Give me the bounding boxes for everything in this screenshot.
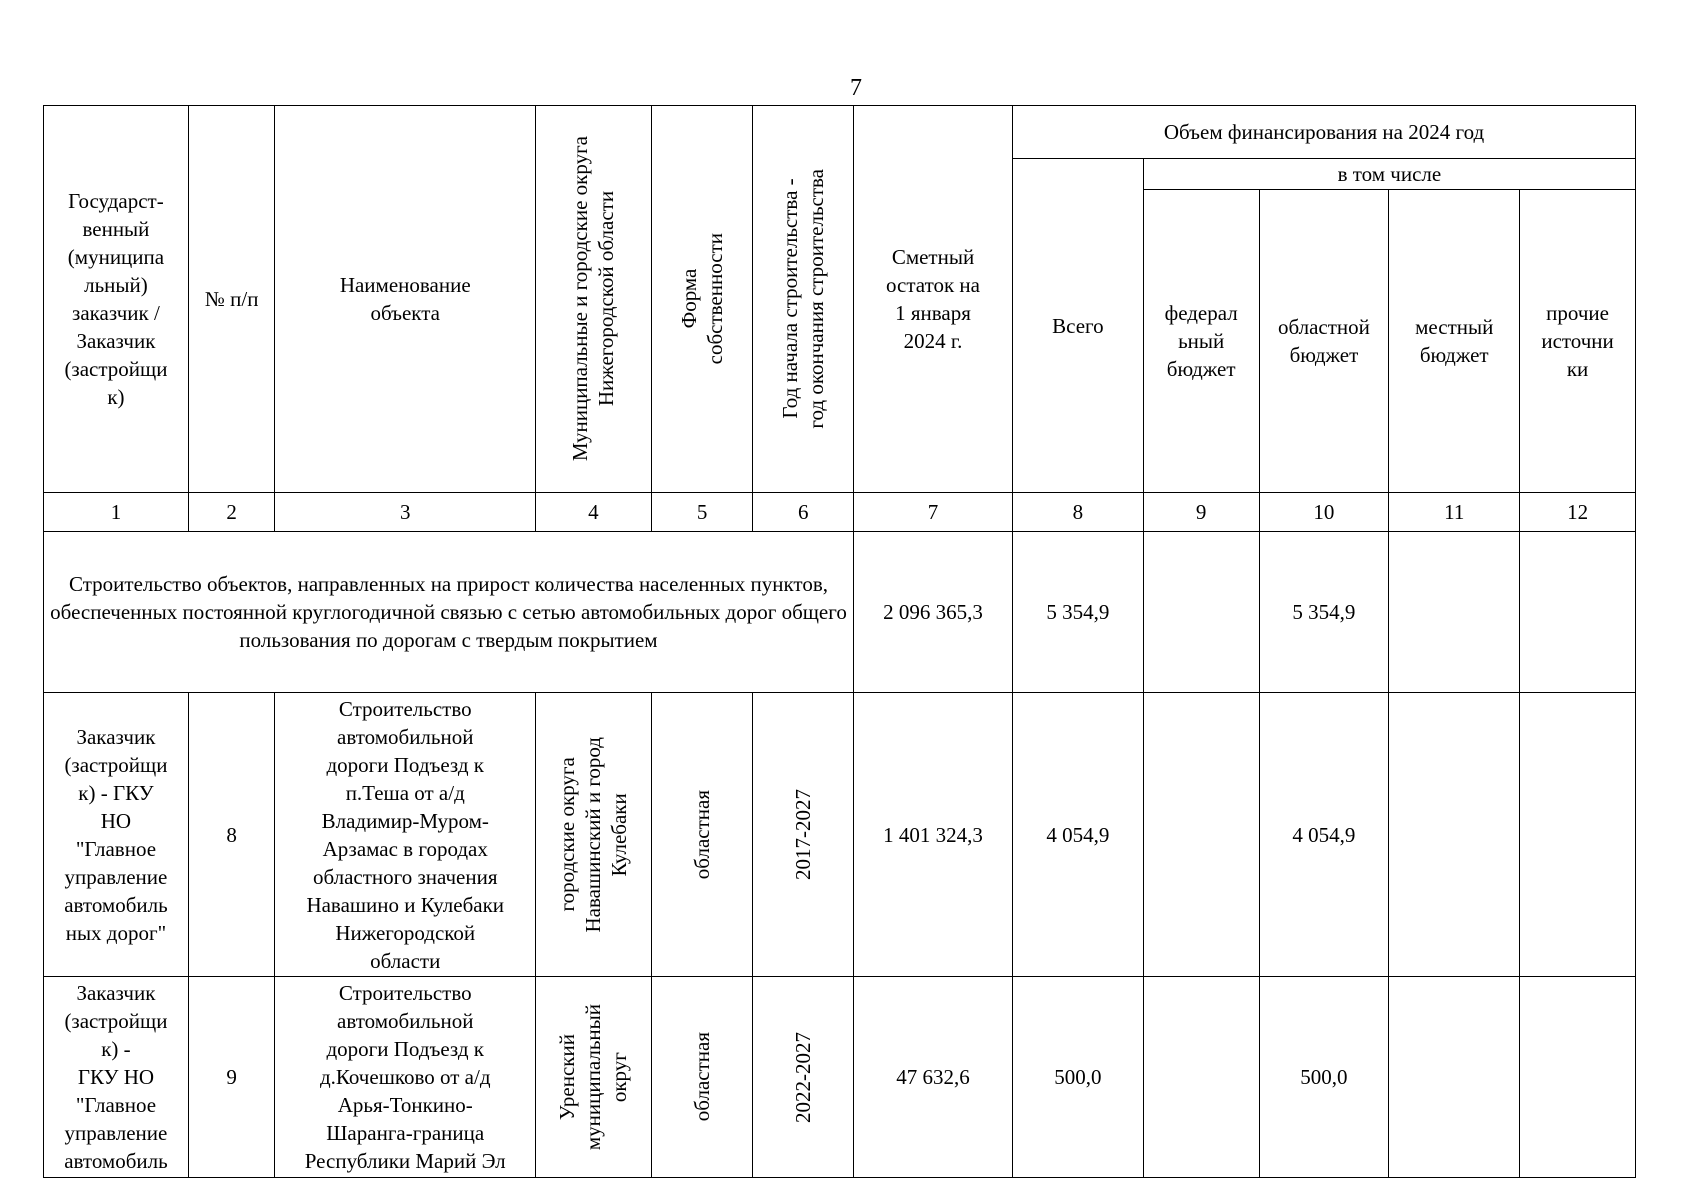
header-including: в том числе <box>1143 159 1635 190</box>
column-number: 4 <box>536 493 652 532</box>
header-years-label: Год начала строительства - год окончания строительства <box>778 169 829 429</box>
header-ownership-label: Форма собственности <box>677 233 728 365</box>
row-ownership <box>651 977 753 1178</box>
row-ownership <box>651 693 753 977</box>
section-title: Строительство объектов, направленных на прирост количества населенных пунктов, обеспеченных постоянной круглогодичной связью с сетью автомобильных дорог общего пользования по дорогам с твердым покрытием <box>44 532 854 693</box>
column-number: 5 <box>651 493 753 532</box>
column-number: 1 <box>44 493 189 532</box>
column-number: 9 <box>1143 493 1259 532</box>
table-row <box>44 693 1636 977</box>
row-local <box>1389 977 1520 1178</box>
row-other <box>1520 977 1636 1178</box>
page-number: 7 <box>850 75 862 101</box>
row-years <box>753 693 854 977</box>
row-federal <box>1143 977 1259 1178</box>
header-years <box>753 106 854 493</box>
header-number: № п/п <box>188 106 275 493</box>
column-number: 6 <box>753 493 854 532</box>
column-number: 2 <box>188 493 275 532</box>
row-other <box>1520 693 1636 977</box>
row-years-label: 2017-2027 <box>791 789 816 880</box>
header-estimate-balance: Сметный остаток на 1 января 2024 г. <box>854 106 1013 493</box>
header-other: прочие источни ки <box>1520 190 1636 493</box>
row-number: 9 <box>188 977 275 1178</box>
section-total: 5 354,9 <box>1013 532 1144 693</box>
column-number: 12 <box>1520 493 1636 532</box>
section-local <box>1389 532 1520 693</box>
header-federal: федерал ьный бюджет <box>1143 190 1259 493</box>
row-local <box>1389 693 1520 977</box>
header-regional: областной бюджет <box>1259 190 1389 493</box>
row-regional: 500,0 <box>1259 977 1389 1178</box>
row-federal <box>1143 693 1259 977</box>
section-other <box>1520 532 1636 693</box>
header-row-1 <box>44 106 1636 159</box>
row-customer: Заказчик (застройщи к) - ГКУ НО "Главное управление автомобиль <box>44 977 189 1178</box>
row-municipality <box>536 693 652 977</box>
column-number: 11 <box>1389 493 1520 532</box>
row-municipality <box>536 977 652 1178</box>
section-row <box>44 532 1636 693</box>
header-local: местный бюджет <box>1389 190 1520 493</box>
row-object-name: Строительство автомобильной дороги Подъезд к д.Кочешково от а/д Арья-Тонкино- Шаранга-граница Республики Марий Эл <box>275 977 536 1178</box>
row-estimate-balance: 1 401 324,3 <box>854 693 1013 977</box>
row-total: 4 054,9 <box>1013 693 1144 977</box>
row-years <box>753 977 854 1178</box>
section-federal <box>1143 532 1259 693</box>
table-row <box>44 977 1636 1178</box>
header-municipality-label: Муниципальные и городские округа Нижегородской области <box>568 136 619 462</box>
header-ownership <box>651 106 753 493</box>
column-number: 7 <box>854 493 1013 532</box>
header-total: Всего <box>1013 159 1144 493</box>
row-number: 8 <box>188 693 275 977</box>
row-total: 500,0 <box>1013 977 1144 1178</box>
column-numbers-row <box>44 493 1636 532</box>
financing-table <box>43 105 1636 1178</box>
row-estimate-balance: 47 632,6 <box>854 977 1013 1178</box>
section-estimate-balance: 2 096 365,3 <box>854 532 1013 693</box>
header-funding-group: Объем финансирования на 2024 год <box>1013 106 1636 159</box>
column-number: 8 <box>1013 493 1144 532</box>
row-regional: 4 054,9 <box>1259 693 1389 977</box>
header-municipality <box>536 106 652 493</box>
row-ownership-label: областная <box>690 789 715 880</box>
header-customer: Государст- венный (муниципа льный) заказчик / Заказчик (застройщи к) <box>44 106 189 493</box>
row-years-label: 2022-2027 <box>791 1031 816 1123</box>
column-number: 3 <box>275 493 536 532</box>
header-object-name: Наименование объекта <box>275 106 536 493</box>
row-municipality-label: городские округа Навашинский и город Кулебаки <box>555 736 632 933</box>
row-customer: Заказчик (застройщи к) - ГКУ НО "Главное управление автомобиль ных дорог" <box>44 693 189 977</box>
column-number: 10 <box>1259 493 1389 532</box>
row-object-name: Строительство автомобильной дороги Подъезд к п.Теша от а/д Владимир-Муром- Арзамас в городах областного значения Навашино и Кулебаки Нижегородской области <box>275 693 536 977</box>
row-municipality-label: Уренский муниципальный округ <box>555 1003 632 1151</box>
row-ownership-label: областная <box>690 1032 715 1122</box>
section-regional: 5 354,9 <box>1259 532 1389 693</box>
